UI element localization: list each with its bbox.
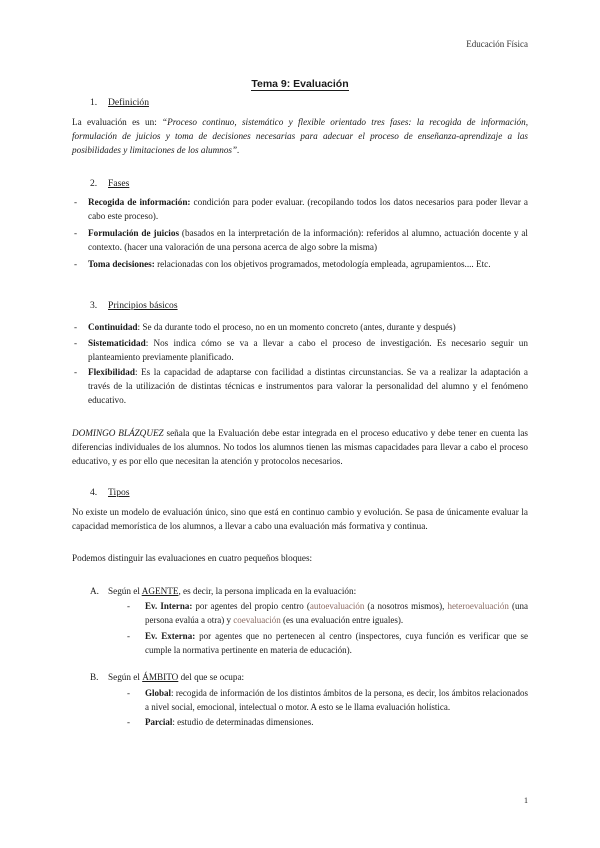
- heading-principios: 3. Principios básicos: [90, 300, 178, 311]
- definition-paragraph: La evaluación es un: “Proceso continuo, sistemático y flexible orientado tres fases: la recogida de información, formulación de juicios y toma de decisiones necesarias para adecuar el proceso de enseñanza-aprendizaje a las posibilidades y limitaciones de los alumnos”.: [72, 117, 528, 155]
- heading-definicion: 1. Definición: [90, 97, 150, 108]
- list-item: - Recogida de información: condición para poder evaluar. (recopilando todos los datos necesarios para poder llevar a cabo este proceso).: [74, 197, 528, 221]
- page-title: Tema 9: Evaluación: [251, 78, 349, 90]
- list-item: - Sistematicidad: Nos indica cómo se va a llevar a cabo el proceso de investigación. Es necesario seguir un planteamiento previamente planificado.: [74, 338, 528, 362]
- blazquez-paragraph: DOMINGO BLÁZQUEZ señala que la Evaluación debe estar integrada en el proceso educativo y debe tener en cuenta las diferencias individuales de los alumnos. No todos los alumnos tienen las mismas capacidades para llevar a cabo el proceso educativo, y es por ello que necesitan la atención y protocolos necesarios.: [72, 428, 528, 466]
- sub-item-externa: - Ev. Externa: por agentes que no pertenecen al centro (inspectores, cuya función es verificar que se cumple la normativa pertinente en materia de educación).: [127, 631, 528, 655]
- page-number: 1: [524, 796, 528, 805]
- list-item: - Toma decisiones: relacionadas con los objetivos programados, metodología empleada, agrupamientos.... Etc.: [74, 259, 491, 269]
- block-b: B. Según el ÁMBITO del que se ocupa:: [90, 672, 245, 682]
- heading-tipos: 4. Tipos: [90, 487, 130, 498]
- list-item: - Continuidad: Se da durante todo el proceso, no en un momento concreto (antes, durante y después): [74, 322, 456, 332]
- sub-item-global: - Global: recogida de información de los distintos ámbitos de la persona, es decir, los ámbitos relacionados a nivel social, emocional, intelectual o motor. A esto se le llama evaluación holística.: [127, 688, 528, 712]
- block-a: A. Según el AGENTE, es decir, la persona implicada en la evaluación:: [90, 586, 357, 596]
- tipos-paragraph: No existe un modelo de evaluación único, sino que está en continuo cambio y evolución. Se pasa de únicamente evaluar la capacidad memorística de los alumnos, a llevar a cabo una evaluación más formativa y continua.: [72, 507, 528, 531]
- sub-item-parcial: - Parcial: estudio de determinadas dimensiones.: [127, 717, 314, 727]
- list-item: - Formulación de juicios (basados en la interpretación de la información): referidos al alumno, actuación docente y al contexto. (hacer una valoración de una persona acerca de algo sobre la misma): [74, 228, 528, 252]
- sub-item-interna: - Ev. Interna: por agentes del propio centro (autoevaluación (a nosotros mismos), heteroevaluación (una persona evalúa a otra) y coevaluación (es una evaluación entre iguales).: [127, 601, 528, 625]
- heading-fases: 2. Fases: [90, 178, 130, 189]
- header-course: Educación Física: [466, 39, 528, 49]
- bloques-paragraph: Podemos distinguir las evaluaciones en cuatro pequeños bloques:: [72, 553, 313, 563]
- list-item: - Flexibilidad: Es la capacidad de adaptarse con facilidad a distintas circunstancias. Se va a realizar la adaptación a través de la utilización de distintas técnicas e instrumentos para valorar la personalidad del alumno y el fenómeno educativo.: [74, 367, 528, 405]
